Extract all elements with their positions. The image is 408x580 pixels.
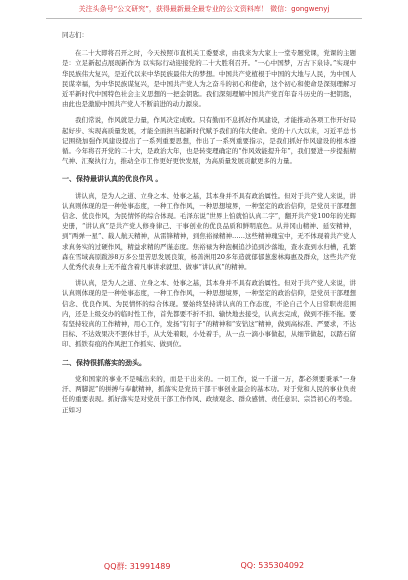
header-divider (46, 18, 362, 19)
section-heading: 一、保持最讲认真的优良作风 。 (62, 175, 163, 184)
section-paragraph: 讲认真，是为人之道、立身之本、处事之基，其本身并不具有政治属性。但对于共产党人来说，讲认真则体现的是一种处事态度，一种工作作风，一种思想境界，一种坚定的政治信仰，是党员干部理想信念、优良作风，为民情怀的综合体现。毛泽东说“世界上怕就怕认真二字”，翻开共产党100年的光辉史册，“讲认真”是共产党人修身律己、干事创业的优良品质和鲜明底色。从井冈山精神、延安精神，到“两弹一星”、载人航天精神，从雷锋精神，到焦裕禄精神……这些精神瑰宝中，无不体现着共产党人求真务实的过硬作风，精益求精的严谨态度。焦裕禄为种泡桐追沙追到沙落地，查水查到水归槽，孔繁森在雪域高原跋涉8万多公里苦思发展良策，杨善洲用20多年造就郁郁葱葱林海惠及群众，这些共产党人优秀代表身上无不蕴含着凡事讲求就里、做事“讲认真”的精神。 (62, 191, 356, 272)
section-paragraph: 讲认真，是为人之道、立身之本、处事之基，其本身并不具有政治属性。但对于共产党人来说，讲认真则体现的是一种处事态度，一种工作作风，一种思想境界，一种坚定的政治信仰，是党员干部理想信念、优良作风、为民情怀的综合体现。要始终坚持讲认真的工作态度，不论自己个人日常职责范围内，还是上级交办的临时性工作，首先都要不折不扣、输快地去接受，认真去完成，做到不推不拖。要有坚持较真的工作精神，用心工作，发扬“钉钉子”的精神和“安钻这”精神，做到高标准、严要求，不达目标、不达效果决不罢休甘手，从大处着眼，小处着手，从一点一滴小事做起，从细节做起，以踏石留印、抓铁有痕的作风把工作抓实、做到位。 (62, 279, 356, 349)
document-body (62, 30, 356, 421)
section-heading: 二、保持很抓落实的劲头。 (62, 358, 146, 367)
qq-text: QQ: 535304092 (240, 561, 305, 570)
footer-contacts (0, 561, 408, 576)
intro-paragraph: 在二十大即将召开之时，今天按照市直机关工委要求，由我来为大家上一堂专题党课，党课的主题是：立足新起点展现新作为 以实际行动迎接党的二十大胜利召开。“一心中国梦，万古下泉诗。”实现中华民族伟大复兴，是近代以来中华民族最伟大的梦想。中国共产党植根于中国的大地与人民，为中国人民谋幸福，为中华民族谋复兴，是中国共产党人为之奋斗的初心和使命，这个初心和使命是深刻理解习近平新时代中国特色社会主义思想的一把金钥匙。我们深刻理解中国共产党百年奋斗历史的一把钥匙，由此也是激励中国共产党人不断前进的动力源泉。 (62, 49, 356, 109)
promo-banner: 关注头条号“公文研究”，获得最新最全最专业的公文资料库！ 微信：gongwenyj (78, 4, 330, 13)
qq-group-text: QQ群: 31991489 (103, 562, 171, 571)
intro-paragraph: 我们常说，作风就是力量，作风决定成败。只有勤而不息抓好作风建设，才能推动各项工作开好局起好步、实现高质量发展，才能全面担当起新时代赋予我们的伟大使命。党的十八大以来，习近平总书记围绕加强作风建设提出了一系列重要思想，作出了一系列重要指示，是我们抓好作风建设的根本遵循。今年将召开党的二十大，是政治大年，也是转变理确定的“作风效能提升年”，我们要进一步提振精气神、汇聚执行力，推动全市工作更好更快发展，为高质量发展贡献更多的力量。 (62, 116, 356, 166)
section-paragraph: 党和国家的事业不是喊出来的，而是干出来的。一切工作，说一千道一万，都必须要秉承“一身汗、两脚泥”的拼搏与奉献精神，抓落实是党员干部干事创业最会的基本功。对于党和人民的事业负责任的重要表现。抓好落实是对党员干部工作作风、政绩观念、群众感情、责任意识、宗旨初心的考验。正如习 (62, 374, 356, 414)
salutation: 同志们： (62, 31, 88, 39)
